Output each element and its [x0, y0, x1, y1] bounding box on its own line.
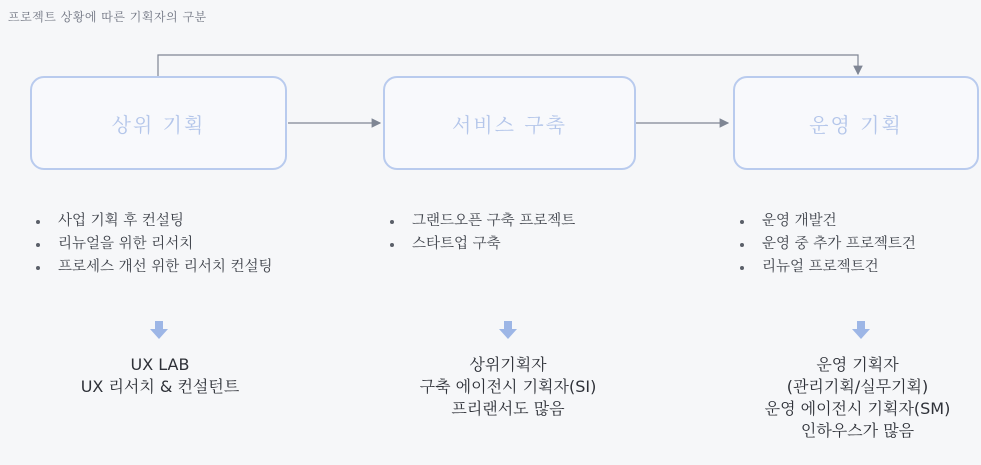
- bullet-item: 사업 기획 후 컨설팅: [28, 210, 298, 233]
- down-arrow-icon: [851, 320, 871, 340]
- stage-label: 운영 기획: [809, 112, 903, 137]
- result-line: 구축 에이전시 기획자(SI): [419, 377, 597, 396]
- down-arrow-icon: [498, 320, 518, 340]
- bullet-item: 프로세스 개선 위한 리서치 컨설팅: [28, 256, 288, 279]
- stage-box-operation: [733, 76, 979, 170]
- result-line: UX 리서치 & 컨설턴트: [80, 377, 240, 396]
- bullet-item: 그랜드오픈 구축 프로젝트: [382, 210, 652, 233]
- result-line: 인하우스가 많음: [800, 421, 915, 440]
- result-build: [378, 354, 638, 420]
- result-line: (관리기획/실무기획): [786, 377, 929, 396]
- result-line: 상위기획자: [469, 355, 547, 374]
- result-line: 운영 기획자: [816, 355, 899, 374]
- stage-bullets-operation: [732, 210, 977, 279]
- bullet-item: 운영 중 추가 프로젝트건: [732, 233, 977, 256]
- result-line: 프리랜서도 많음: [451, 399, 565, 418]
- result-operation: [735, 354, 980, 442]
- down-arrow-icon: [149, 320, 169, 340]
- bullet-item: 리뉴얼을 위한 리서치: [28, 233, 298, 256]
- stage-box-planning: [30, 76, 287, 170]
- result-planning: [30, 354, 290, 398]
- stage-bullets-build: [382, 210, 652, 256]
- bullet-item: 운영 개발건: [732, 210, 977, 233]
- bullet-item: 스타트업 구축: [382, 233, 652, 256]
- bullet-item: 리뉴얼 프로젝트건: [732, 256, 977, 279]
- result-line: 운영 에이전시 기획자(SM): [764, 399, 951, 418]
- result-line: UX LAB: [130, 355, 190, 374]
- loop-connector-arrow: [158, 55, 858, 76]
- page-title: 프로젝트 상황에 따른 기획자의 구분: [8, 10, 207, 24]
- stage-label: 상위 기획: [111, 112, 206, 137]
- stage-box-build: [383, 76, 636, 170]
- stage-bullets-planning: [28, 210, 298, 279]
- stage-label: 서비스 구축: [452, 112, 567, 137]
